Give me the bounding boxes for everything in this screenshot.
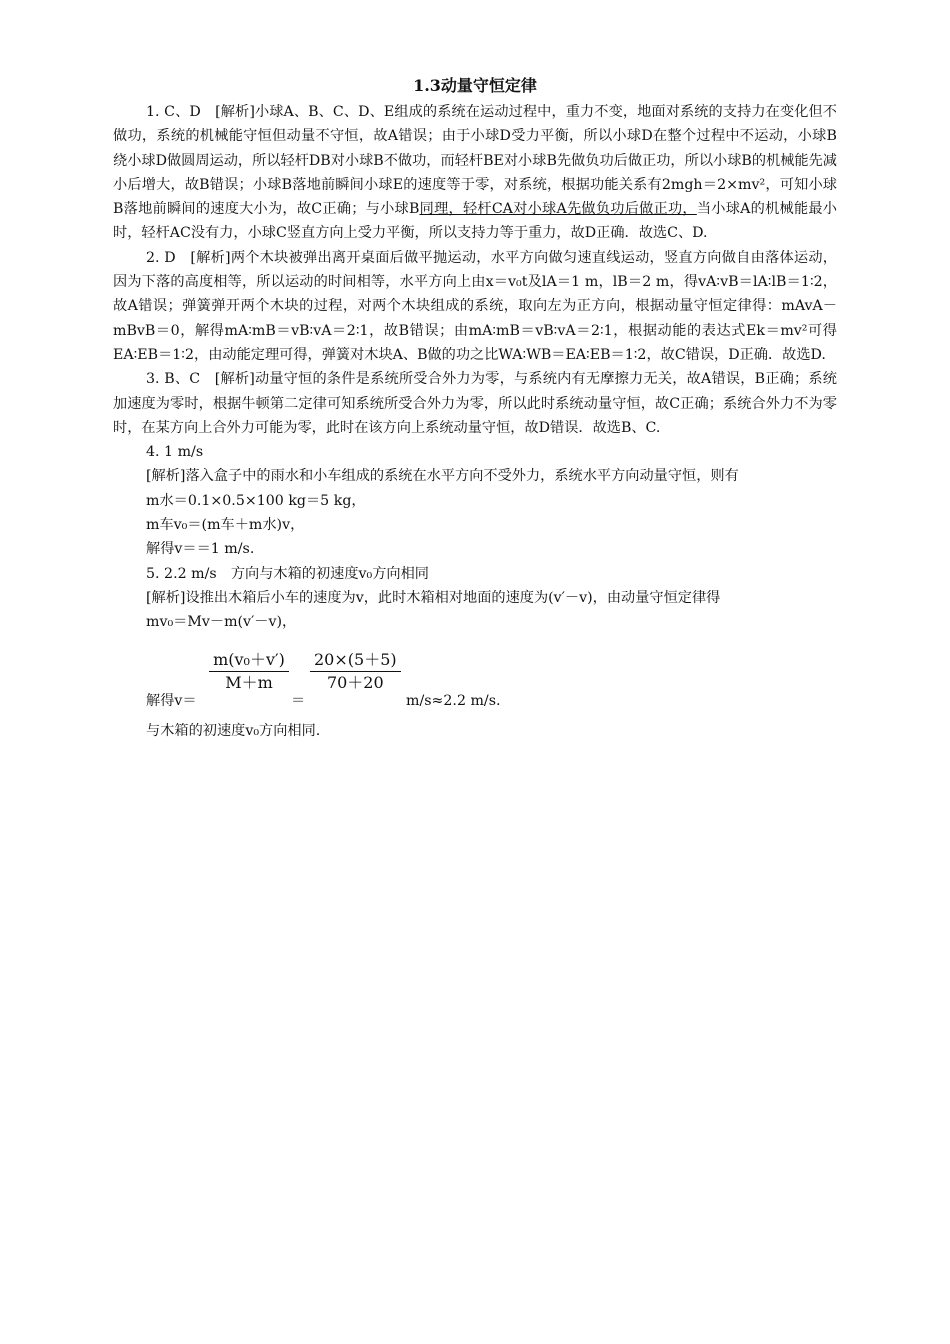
- q5-solve-prefix: 解得v＝: [146, 692, 197, 709]
- q4-analysis: [解析]落入盒子中的雨水和小车组成的系统在水平方向不受外力，系统水平方向动量守恒，则有: [146, 468, 739, 485]
- q5-equation-1: mv₀＝Mv－m(v′－v)，: [146, 614, 297, 631]
- q1-underlined-text: 同理，轻杆CA对小球A先做负功后做正功，: [419, 201, 697, 218]
- q5-solution-formula: [113, 635, 837, 719]
- q4-equation-3: 解得v＝＝1 m/s.: [146, 541, 255, 558]
- fraction-numeric-denominator: 70＋20: [326, 672, 384, 692]
- fraction-symbolic: [209, 649, 289, 694]
- q5-result: m/s≈2.2 m/s.: [406, 692, 501, 709]
- fraction-symbolic-denominator: M＋m: [225, 672, 273, 692]
- q1-text-a: 1. C、D [解析]小球A、B、C、D、E组成的系统在运动过程中，重力不变，地面对系统的支持力在变化但不做功，系统的机械能守恒但动量不守恒，故A错误；由于小球D受力平衡，所以小球D在整个过程中不运动，小球B绕小球D做圆周运动，所以轻杆DB对小球B不做功，而轻杆BE对小球B先做负功后做正功，所以小球B的机械能先减小后增大，故B错误；小球B落地前瞬间小球E的速度等于零，对系统，根据功能关系有2mgh＝2×mv²，可知小球B落地前瞬间的速度大小为，故C正确；与小球B: [113, 104, 837, 218]
- q5-analysis: [解析]设推出木箱后小车的速度为v，此时木箱相对地面的速度为(v′－v)，由动量守恒定律得: [146, 589, 721, 606]
- q1-text-b: 当小球A的机械能最小时，轻杆AC没有力，小球C竖直方向上受力平衡，所以支持力等于重力，故D正确．故选C、D.: [113, 201, 837, 242]
- equals-sign: ＝: [291, 692, 306, 709]
- fraction-numeric: [310, 649, 401, 694]
- q5-conclusion: 与木箱的初速度v₀方向相同.: [146, 722, 321, 739]
- q4-equation-2: m车v₀＝(m车＋m水)v，: [146, 517, 305, 534]
- answer-q5: 5. 2.2 m/s 方向与木箱的初速度v₀方向相同: [146, 565, 429, 582]
- fraction-symbolic-numerator: m(v₀＋v′): [209, 649, 289, 672]
- answer-q3: 3. B、C [解析]动量守恒的条件是系统所受合外力为零，与系统内有无摩擦力无关，故A错误，B正确；系统加速度为零时，根据牛顿第二定律可知系统所受合外力为零，所以此时系统动量守恒，故C正确；系统合外力不为零时，在某方向上合外力可能为零，此时在该方向上系统动量守恒，故D错误．故选B、C.: [113, 371, 837, 436]
- answer-q4: 4. 1 m/s: [146, 444, 204, 461]
- page-title: 1.3动量守恒定律: [413, 76, 537, 95]
- fraction-numeric-numerator: 20×(5＋5): [310, 649, 401, 672]
- answer-page: [113, 74, 837, 743]
- answer-q2: 2. D [解析]两个木块被弹出离开桌面后做平抛运动，水平方向做匀速直线运动，竖直方向做自由落体运动，因为下落的高度相等，所以运动的时间相等，水平方向上由x＝v₀t及lA＝1 m，lB＝2 m，得vA∶vB＝lA∶lB＝1∶2，故A错误；弹簧弹开两个木块的过程，对两个木块组成的系统，取向左为正方向，根据动量守恒定律得：mAvA－mBvB＝0，解得mA∶mB＝vB∶vA＝2∶1，故B错误；由mA∶mB＝vB∶vA＝2∶1，根据动能的表达式Ek＝mv²可得EA∶EB＝1∶2，由动能定理可得，弹簧对木块A、B做的功之比WA∶WB＝EA∶EB＝1∶2，故C错误，D正确．故选D.: [113, 249, 837, 363]
- q4-equation-1: m水＝0.1×0.5×100 kg＝5 kg，: [146, 492, 366, 509]
- answer-q1: [113, 100, 837, 246]
